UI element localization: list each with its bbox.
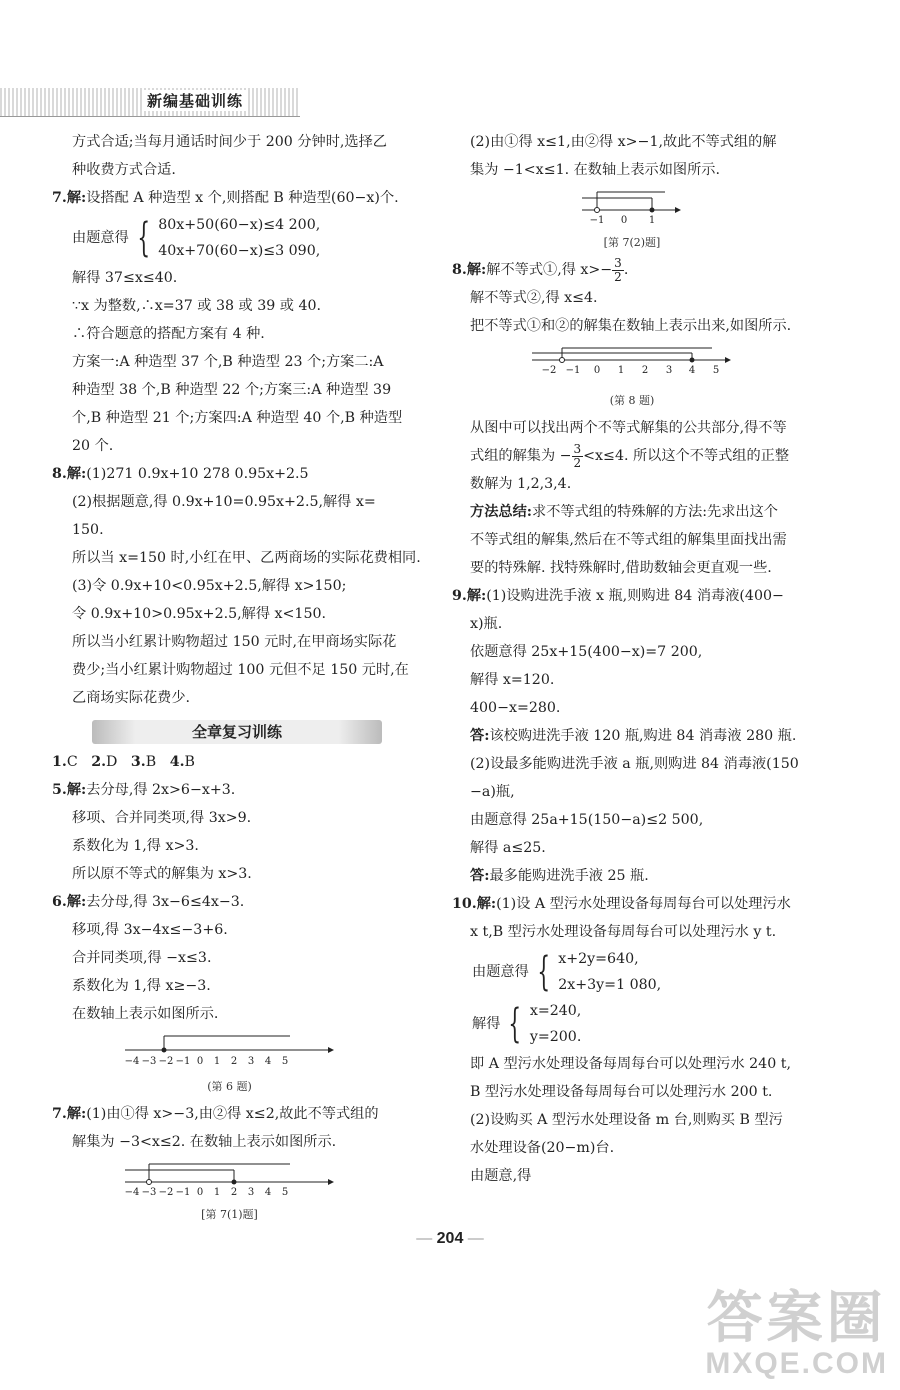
- equation-system: [452, 998, 812, 1050]
- number-line-q6: [120, 1032, 340, 1070]
- tick-label: 4: [688, 365, 696, 376]
- text-line: x t,B 型污水处理设备每周每台可以处理污水 y t.: [470, 924, 777, 940]
- fraction: [572, 443, 584, 470]
- text-line: 系数化为 1,得 x>3.: [72, 838, 199, 854]
- numerator: 3: [573, 441, 582, 456]
- watermark-url: MXQE.COM: [705, 1347, 888, 1380]
- text-line: 解得 x=120.: [470, 672, 555, 688]
- text-line: 系数化为 1,得 x≥−3.: [72, 978, 211, 994]
- figure-caption: (第 8 题): [609, 394, 655, 407]
- text-line: (2)根据题意,得 0.9x+10=0.95x+2.5,解得 x=: [72, 494, 376, 510]
- system-row: 40x+70(60−x)≤3 090,: [158, 243, 321, 259]
- page-number: — 204 —: [0, 1230, 900, 1248]
- text-line: (1)设 A 型污水处理设备每周每台可以处理污水: [496, 896, 791, 912]
- answer-label: 解:: [66, 1106, 87, 1122]
- tick-label: 5: [281, 1056, 288, 1067]
- text-line: 即 A 型污水处理设备每周每台可以处理污水 240 t,: [470, 1056, 791, 1072]
- text-line: 设搭配 A 种造型 x 个,则搭配 B 种造型(60−x)个.: [86, 190, 399, 206]
- text-line: (2)设最多能购进洗手液 a 瓶,则购进 84 消毒液(150: [470, 756, 799, 772]
- text-line: 在数轴上表示如图所示.: [72, 1006, 219, 1022]
- text-line: 方式合适;当每月通话时间少于 200 分钟时,选择乙: [72, 134, 387, 150]
- tick-label: −2: [158, 1187, 173, 1198]
- equation-system: [452, 946, 812, 998]
- text-line: 数解为 1,2,3,4.: [470, 476, 572, 492]
- tick-label: 3: [247, 1056, 254, 1067]
- right-column: [452, 128, 812, 1190]
- answer-label: 解:: [466, 588, 487, 604]
- answer-label: 答:: [470, 868, 490, 884]
- tick-label: 0: [196, 1056, 203, 1067]
- system-row: 2x+3y=1 080,: [558, 977, 662, 993]
- question-number: 7.: [52, 190, 67, 206]
- text-line: 集为 −1<x≤1. 在数轴上表示如图所示.: [470, 162, 721, 178]
- text-line: (1)由①得 x>−3,由②得 x≤2,故此不等式组的: [86, 1106, 379, 1122]
- tick-label: 5: [712, 365, 720, 376]
- text-line: 由题意得 25a+15(150−a)≤2 500,: [470, 812, 704, 828]
- text-line: 乙商场实际花费少.: [72, 690, 191, 706]
- text-line: 所以原不等式的解集为 x>3.: [72, 866, 252, 882]
- text-line: 移项,得 3x−4x≤−3+6.: [72, 922, 228, 938]
- number-line-figure: [52, 1160, 407, 1222]
- tick-label: 3: [665, 365, 673, 376]
- figure-caption: [第 7(2)题]: [603, 236, 661, 249]
- header-rule: [0, 116, 300, 117]
- system-prefix: 由题意得: [72, 230, 129, 246]
- answer-label: 解:: [476, 896, 497, 912]
- watermark-logo: 答案圈: [706, 1286, 887, 1349]
- text-line: 解不等式①,得 x>−: [486, 262, 613, 278]
- tick-label: 1: [617, 365, 625, 376]
- axis-tick-labels: [590, 215, 656, 226]
- text-line: 由题意,得: [470, 1168, 532, 1184]
- axis-tick-labels: [542, 365, 720, 376]
- question-number: 10.: [452, 896, 477, 912]
- text-line: 个,B 种造型 21 个;方案四:A 种造型 40 个,B 种造型: [72, 410, 403, 426]
- tick-label: −2: [541, 365, 557, 376]
- text-line: 不等式组的解集,然后在不等式组的解集里面找出需: [470, 532, 787, 548]
- text-line: 该校购进洗手液 120 瓶,购进 84 消毒液 280 瓶.: [489, 728, 797, 744]
- system-prefix: 解得: [472, 1016, 501, 1032]
- text-line: 方案一:A 种造型 37 个,B 种造型 23 个;方案二:A: [72, 354, 384, 370]
- tick-label: −2: [158, 1056, 173, 1067]
- tick-label: 2: [230, 1187, 237, 1198]
- brace-icon: {: [537, 949, 550, 995]
- axis-tick-labels: [124, 1056, 288, 1067]
- system-row: x=240,: [529, 1003, 582, 1019]
- tick-label: 0: [196, 1187, 203, 1198]
- text-line: 要的特殊解. 找特殊解时,借助数轴会更直观一些.: [470, 560, 772, 576]
- tick-label: −4: [124, 1056, 139, 1067]
- text-line: <x≤4. 所以这个不等式组的正整: [583, 448, 790, 464]
- answer-label: 解:: [66, 782, 87, 798]
- text-line: B 型污水处理设备每周每台可以处理污水 200 t.: [470, 1084, 773, 1100]
- text-line: 移项、合并同类项,得 3x>9.: [72, 810, 252, 826]
- text-line: 所以当 x=150 时,小红在甲、乙两商场的实际花费相同.: [72, 550, 421, 566]
- text-line: 解得 37≤x≤40.: [72, 270, 178, 286]
- text-line: 解得 a≤25.: [470, 840, 546, 856]
- tick-label: 1: [648, 215, 656, 226]
- text-line: ∴符合题意的搭配方案有 4 种.: [72, 326, 265, 342]
- text-line: 把不等式①和②的解集在数轴上表示出来,如图所示.: [470, 318, 792, 334]
- text-line: 合并同类项,得 −x≤3.: [72, 950, 212, 966]
- question-number: 8.: [452, 262, 467, 278]
- tick-label: −4: [124, 1187, 139, 1198]
- text-line: 150.: [72, 522, 104, 538]
- choice-answers: [52, 748, 407, 776]
- text-line: 400−x=280.: [470, 700, 561, 716]
- section-title: 全章复习训练: [191, 723, 282, 741]
- text-line: (1)271 0.9x+10 278 0.95x+2.5: [86, 466, 309, 482]
- tick-label: 1: [213, 1056, 220, 1067]
- answer-label: 解:: [66, 466, 87, 482]
- tick-label: 0: [593, 365, 601, 376]
- brace-icon: {: [508, 1001, 522, 1047]
- text-line: −a)瓶,: [470, 784, 515, 800]
- figure-caption: (第 6 题): [207, 1080, 252, 1093]
- denominator: 2: [573, 455, 582, 470]
- text-line: .: [623, 262, 629, 278]
- question-number: 2.: [91, 754, 107, 770]
- tick-label: −1: [175, 1056, 190, 1067]
- system-prefix: 由题意得: [472, 964, 529, 980]
- method-label: 方法总结:: [470, 504, 532, 520]
- tick-label: 2: [230, 1056, 237, 1067]
- tick-label: 0: [620, 215, 628, 226]
- question-number: 6.: [52, 894, 67, 910]
- text-line: (1)设购进洗手液 x 瓶,则购进 84 消毒液(400−: [486, 588, 784, 604]
- question-number: 1.: [52, 754, 67, 770]
- fraction: [612, 257, 624, 284]
- tick-label: 4: [264, 1056, 271, 1067]
- axis-tick-labels: [124, 1187, 288, 1198]
- number-line-q8: [527, 344, 737, 384]
- number-line-figure: [452, 188, 812, 250]
- tick-label: 1: [213, 1187, 220, 1198]
- question-number: 9.: [452, 588, 467, 604]
- text-line: 解集为 −3<x≤2. 在数轴上表示如图所示.: [72, 1134, 337, 1150]
- choice-value: C: [66, 754, 78, 770]
- text-line: (3)令 0.9x+10<0.95x+2.5,解得 x>150;: [72, 578, 347, 594]
- watermark: [705, 1288, 888, 1380]
- denominator: 2: [614, 269, 622, 284]
- text-line: 依题意得 25x+15(400−x)=7 200,: [470, 644, 703, 660]
- question-number: 4.: [169, 754, 185, 770]
- tick-label: −1: [589, 215, 605, 226]
- answer-label: 答:: [470, 728, 490, 744]
- text-line: 解不等式②,得 x≤4.: [470, 290, 598, 306]
- text-line: (2)由①得 x≤1,由②得 x>−1,故此不等式组的解: [470, 134, 777, 150]
- number-line-q7-2: [577, 188, 687, 226]
- text-line: 最多能购进洗手液 25 瓶.: [489, 868, 649, 884]
- question-number: 3.: [130, 754, 146, 770]
- text-line: 求不等式组的特殊解的方法:先求出这个: [532, 504, 778, 520]
- text-line: 去分母,得 3x−6≤4x−3.: [86, 894, 245, 910]
- system-row: 80x+50(60−x)≤4 200,: [158, 217, 321, 233]
- tick-label: 2: [641, 365, 649, 376]
- figure-caption: [第 7(1)题]: [201, 1208, 258, 1221]
- tick-label: 4: [264, 1187, 271, 1198]
- tick-label: −1: [565, 365, 581, 376]
- number-line-figure: [452, 344, 812, 408]
- text-line: (2)设购买 A 型污水处理设备 m 台,则购买 B 型污: [470, 1112, 783, 1128]
- text-line: 20 个.: [72, 438, 114, 454]
- question-number: 5.: [52, 782, 67, 798]
- tick-label: −3: [141, 1187, 156, 1198]
- number-line-q7-1: [120, 1160, 340, 1198]
- text-line: 种造型 38 个,B 种造型 22 个;方案三:A 种造型 39: [72, 382, 392, 398]
- text-line: 从图中可以找出两个不等式解集的公共部分,得不等: [470, 420, 787, 436]
- text-line: 去分母,得 2x>6−x+3.: [86, 782, 236, 798]
- brace-icon: {: [137, 215, 150, 261]
- tick-label: 3: [247, 1187, 254, 1198]
- question-number: 7.: [52, 1106, 67, 1122]
- answer-label: 解:: [66, 894, 87, 910]
- choice-value: B: [145, 754, 157, 770]
- choice-value: B: [184, 754, 195, 770]
- section-banner: [92, 720, 382, 744]
- text-line: 所以当小红累计购物超过 150 元时,在甲商场实际花: [72, 634, 397, 650]
- text-line: ∵x 为整数,∴x=37 或 38 或 39 或 40.: [72, 298, 322, 314]
- number-line-figure: [52, 1032, 407, 1094]
- choice-value: D: [106, 754, 118, 770]
- system-row: y=200.: [529, 1029, 582, 1045]
- tick-label: −1: [175, 1187, 190, 1198]
- header-title: 新编基础训练: [143, 90, 247, 111]
- equation-system: [52, 212, 407, 264]
- text-line: 费少;当小红累计购物超过 100 元但不足 150 元时,在: [72, 662, 409, 678]
- answer-label: 解:: [66, 190, 87, 206]
- text-line: x)瓶.: [470, 616, 503, 632]
- system-row: x+2y=640,: [558, 951, 639, 967]
- numerator: 3: [614, 255, 622, 270]
- answer-label: 解:: [466, 262, 487, 278]
- tick-label: 5: [281, 1187, 288, 1198]
- question-number: 8.: [52, 466, 67, 482]
- tick-label: −3: [141, 1056, 156, 1067]
- text-line: 水处理设备(20−m)台.: [470, 1140, 615, 1156]
- text-line: 种收费方式合适.: [72, 162, 176, 178]
- left-column: [52, 128, 421, 1228]
- text-line: 式组的解集为 −: [470, 448, 572, 464]
- text-line: 令 0.9x+10>0.95x+2.5,解得 x<150.: [72, 606, 327, 622]
